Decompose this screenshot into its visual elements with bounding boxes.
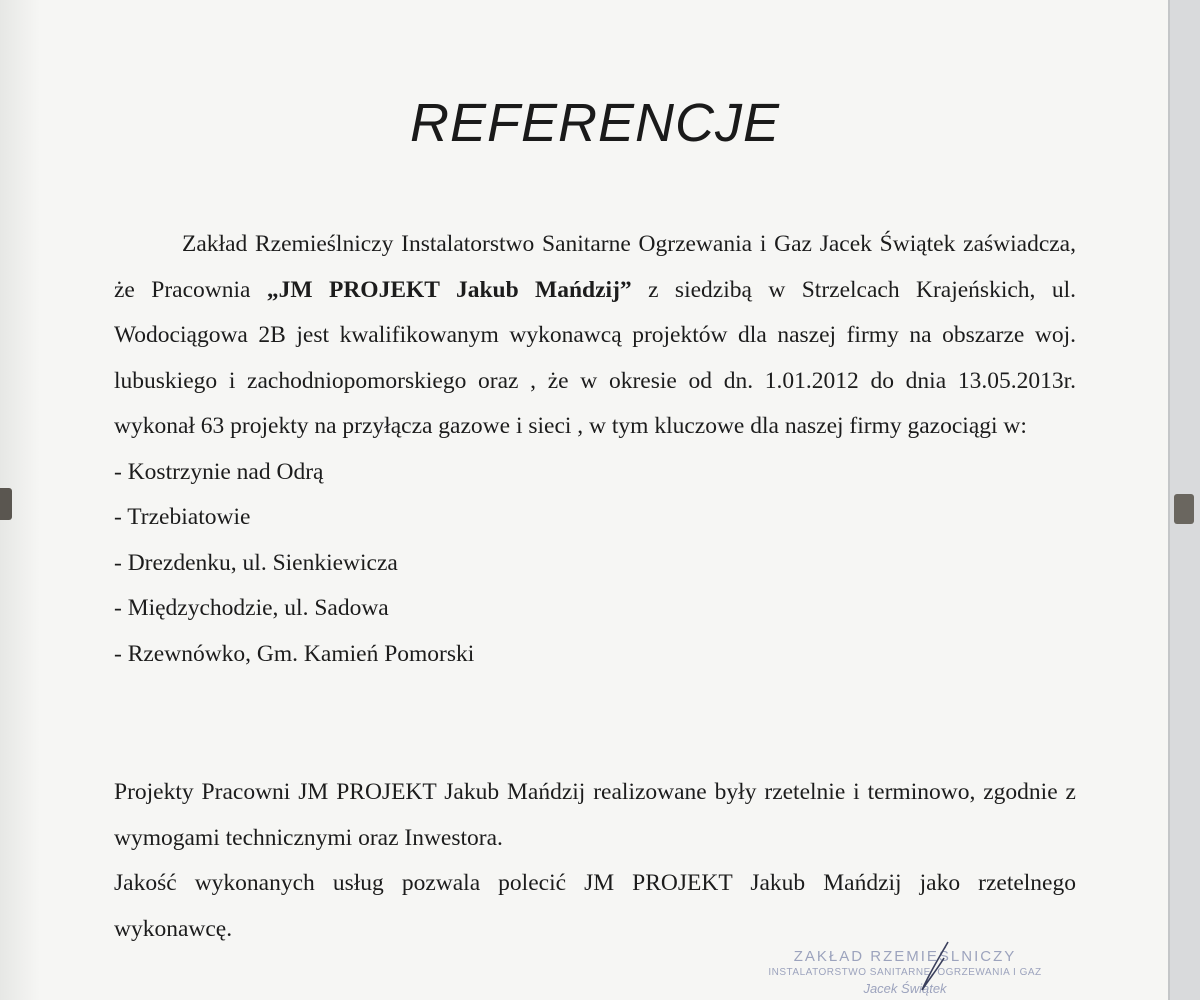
paragraph-certification-rest: z siedzibą w Strzelcach Krajeńskich, ul. Wodociągowa 2B jest kwalifikowanym wykonawcą projektów dla naszej firmy na obszarze woj. lubuskiego i zachodniopomorskiego oraz , że w okresie od dn. 1.01.2012 do dnia 13.05.2013r. wykonał 63 projekty na przyłącza gazowe i sieci , w tym kluczowe dla naszej firmy gazociągi w:: [114, 276, 1076, 439]
closing-section: [114, 770, 1076, 952]
stamp-line-3: Jacek Świątek: [863, 981, 947, 996]
paragraph-quality: Projekty Pracowni JM PROJEKT Jakub Mańdzij realizowane były rzetelnie i terminowo, zgodnie z wymogami technicznymi oraz Inwestora.: [114, 779, 1076, 851]
paragraph-recommendation: Jakość wykonanych usług pozwala polecić JM PROJEKT Jakub Mańdzij jako rzetelnego wykonawcę.: [114, 870, 1076, 942]
binder-clip-right: [1174, 494, 1194, 524]
list-item: - Rzewnówko, Gm. Kamień Pomorski: [114, 640, 475, 667]
signature-mark: [900, 938, 960, 1000]
list-item: - Drezdenku, ul. Sienkiewicza: [114, 549, 398, 576]
document-title: REFERENCJE: [409, 93, 781, 153]
list-item: - Międzychodzie, ul. Sadowa: [114, 595, 389, 621]
paragraph-certification: [114, 222, 1076, 450]
list-item: - Kostrzynie nad Odrą: [114, 458, 324, 485]
paragraph-certification-lead: Zakład Rzemieślniczy Instalatorstwo Sanitarne Ogrzewania i Gaz Jacek Świątek zaświadcza, że Pracownia: [114, 231, 1076, 303]
stamp-line-2: INSTALATORSTWO SANITARNE, OGRZEWANIA I GAZ: [768, 967, 1042, 978]
company-name-bold: „JM PROJEKT Jakub Mańdzij”: [266, 276, 632, 303]
document-body: [114, 222, 1076, 677]
list-item: - Trzebiatowie: [114, 504, 251, 530]
locations-list: [114, 450, 1076, 678]
stamp-line-1: ZAKŁAD RZEMIEŚLNICZY: [793, 948, 1017, 965]
binder-clip-left: [0, 488, 12, 520]
